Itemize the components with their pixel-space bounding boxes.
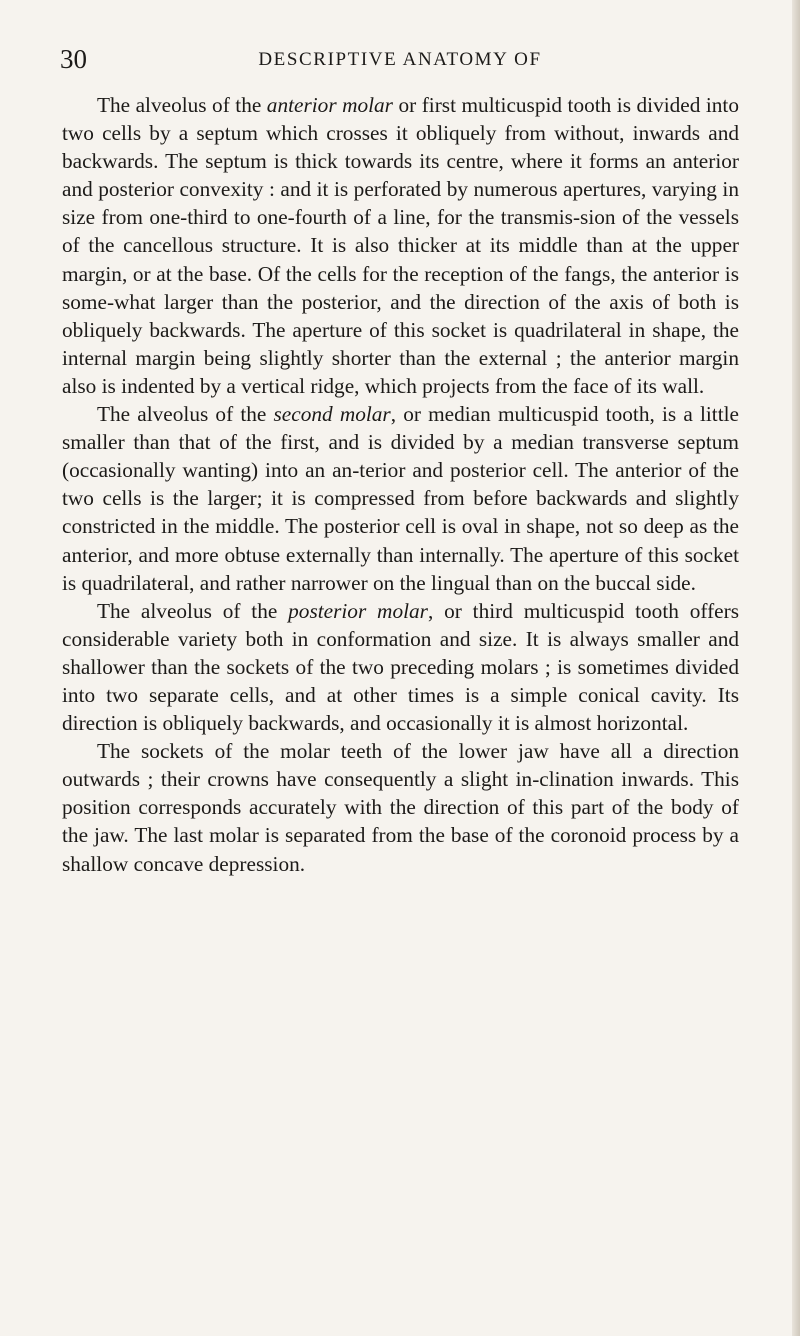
- term-anterior-molar: anterior molar: [266, 93, 393, 117]
- paragraph-anterior-molar: [62, 91, 739, 400]
- paragraph-second-molar: [62, 400, 739, 597]
- text-segment: , or third multicuspid tooth offers considerable variety both in conformation and size. It is always smaller and shallower than the sockets of the two preceding molars ; is sometimes divided into two separate cells, and at other times is a simple conical cavity. Its direction is obliquely backwards, and occasionally it is almost horizontal.: [62, 598, 739, 736]
- term-posterior-molar: posterior molar: [288, 598, 428, 623]
- text-segment: , or median multicuspid tooth, is a little smaller than that of the first, and is divided by a median transverse septum (occasionally wanting) into an an-terior and posterior cell. The anterior of the two cells is the larger; it is compressed from before backwards and slightly constricted in the middle. The posterior cell is oval in shape, not so deep as the anterior, and more obtuse externally than internally. The aperture of this socket is quadrilateral, and rather narrower on the lingual than on the buccal side.: [62, 402, 739, 595]
- text-segment: The sockets of the molar teeth of the lower jaw have all a direction outwards ; their crowns have consequently a slight in-clination inwards. This position corresponds accurately with the direction of this part of the body of the jaw. The last molar is separated from the base of the coronoid process by a shallow concave depression.: [62, 739, 739, 876]
- paragraph-posterior-molar: [62, 597, 739, 737]
- text-segment: The alveolus of the: [97, 93, 267, 117]
- page-header: [60, 42, 740, 76]
- page-edge: [792, 0, 800, 1336]
- term-second-molar: second molar: [273, 402, 391, 427]
- text-segment: The alveolus of the: [97, 402, 274, 427]
- text-segment: or first multicuspid tooth is divided into two cells by a septum which crosses it obliquely from without, inwards and backwards. The septum is thick towards its centre, where it forms an anterior and posterior convexity : and it is perforated by numerous apertures, varying in size from one-third to one-fourth of a line, for the transmis-sion of the vessels of the cancellous structure. It is also thicker at its middle than at the upper margin, or at the base. Of the cells for the reception of the fangs, the anterior is some-what larger than the posterior, and the direction of the axis of both is obliquely backwards. The aperture of this socket is quadrilateral in shape, the internal margin being slightly shorter than the external ; the anterior margin also is indented by a vertical ridge, which projects from the face of its wall.: [62, 93, 740, 398]
- body-text: [62, 91, 739, 878]
- paragraph-lower-jaw-sockets: [62, 737, 739, 877]
- text-segment: The alveolus of the: [97, 598, 289, 623]
- running-title: DESCRIPTIVE ANATOMY OF: [258, 49, 542, 70]
- page-number: 30: [60, 44, 87, 74]
